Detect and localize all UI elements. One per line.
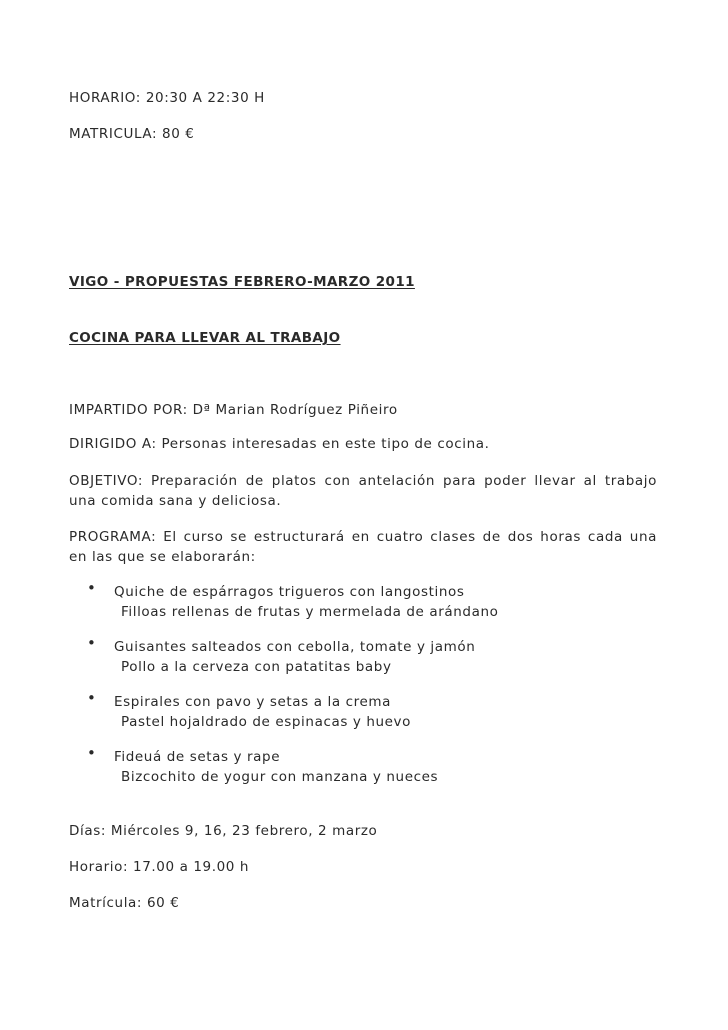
matricula-line: MATRICULA: 80 € — [69, 126, 195, 142]
menu-item-main: Fideuá de setas y rape — [114, 749, 281, 765]
menu-item-dessert: Pastel hojaldrado de espinacas y huevo — [121, 714, 412, 730]
objetivo-line-1: OBJETIVO: Preparación de platos con antelación para poder llevar al trabajo — [69, 473, 657, 489]
objetivo-line-2: una comida sana y deliciosa. — [69, 493, 282, 509]
programa-paragraph — [69, 527, 657, 567]
impartido-line: IMPARTIDO POR: Dª Marian Rodríguez Piñeiro — [69, 402, 398, 418]
horario-course-line: Horario: 17.00 a 19.00 h — [69, 859, 250, 875]
course-title: COCINA PARA LLEVAR AL TRABAJO — [69, 330, 341, 346]
dias-line: Días: Miércoles 9, 16, 23 febrero, 2 marzo — [69, 823, 378, 839]
dirigido-line: DIRIGIDO A: Personas interesadas en este tipo de cocina. — [69, 436, 490, 452]
bullet-icon: • — [87, 579, 97, 597]
bullet-icon: • — [87, 634, 97, 652]
menu-item-dessert: Pollo a la cerveza con patatitas baby — [121, 659, 392, 675]
horario-line: HORARIO: 20:30 A 22:30 H — [69, 90, 265, 106]
programa-line-1: PROGRAMA: El curso se estructurará en cuatro clases de dos horas cada una — [69, 529, 657, 545]
objetivo-paragraph — [69, 471, 657, 511]
section-title: VIGO - PROPUESTAS FEBRERO-MARZO 2011 — [69, 274, 415, 290]
programa-line-2: en las que se elaborarán: — [69, 549, 256, 565]
menu-item-dessert: Filloas rellenas de frutas y mermelada de arándano — [121, 604, 499, 620]
menu-item-dessert: Bizcochito de yogur con manzana y nueces — [121, 769, 439, 785]
menu-item-main: Espirales con pavo y setas a la crema — [114, 694, 391, 710]
menu-item-main: Guisantes salteados con cebolla, tomate y jamón — [114, 639, 476, 655]
bullet-icon: • — [87, 689, 97, 707]
menu-item-main: Quiche de espárragos trigueros con langostinos — [114, 584, 465, 600]
bullet-icon: • — [87, 744, 97, 762]
matricula-course-line: Matrícula: 60 € — [69, 895, 180, 911]
